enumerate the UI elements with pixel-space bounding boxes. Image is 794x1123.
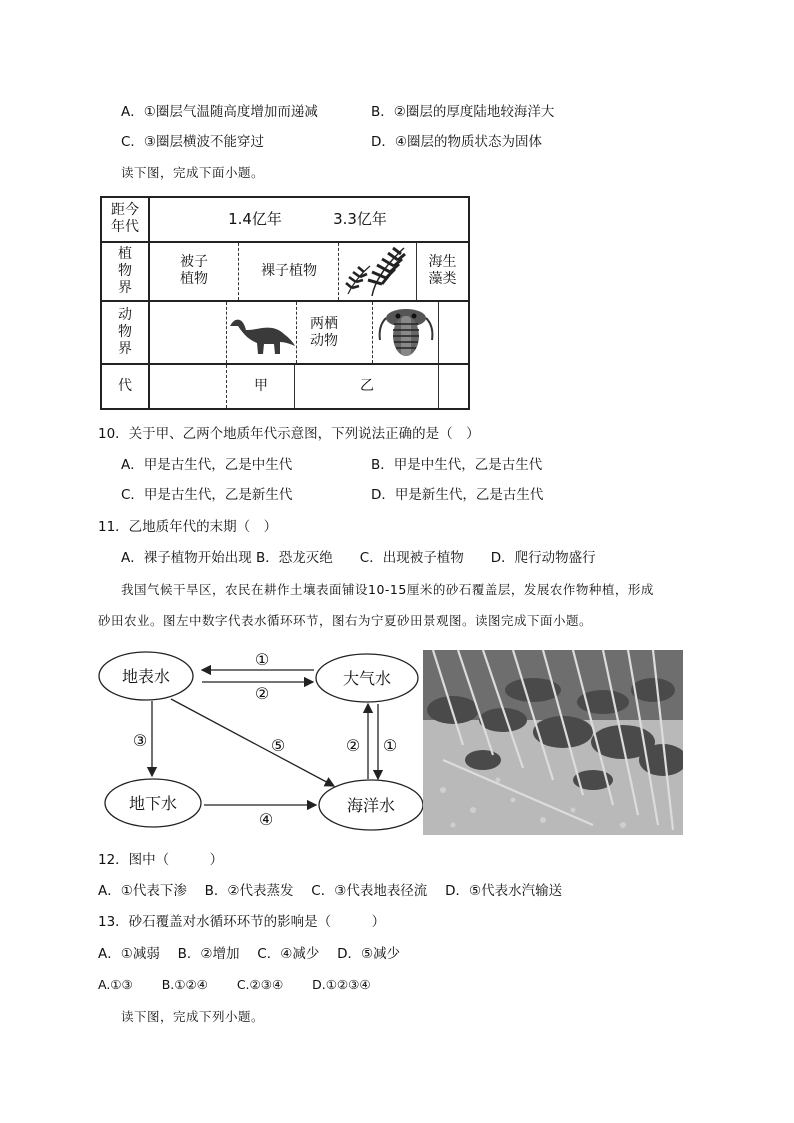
q10-option-c: C．甲是古生代，乙是新生代 (121, 487, 293, 503)
q10-stem: 10．关于甲、乙两个地质年代示意图，下列说法正确的是（ ） (98, 426, 480, 442)
trilobite-image (372, 302, 439, 363)
atmospheric-water-label: 大气水 (342, 669, 392, 688)
header-time: 距今 年代 (101, 197, 149, 242)
q12-options: A．①代表下渗 B．②代表蒸发 C．③代表地表径流 D．⑤代表水汽输送 (98, 883, 563, 899)
intro-geologic-table: 读下图，完成下面小题。 (121, 165, 265, 180)
num-1-top: ① (254, 650, 270, 669)
q11-stem: 11．乙地质年代的末期（ ） (98, 519, 278, 535)
geologic-time-table (100, 196, 470, 410)
q13-options-line1: A．①减弱 B．②增加 C．④减少 D．⑤减少 (98, 946, 401, 962)
plant-row (149, 242, 469, 301)
q9-option-a: A．①圈层气温随高度增加而递减 (121, 104, 318, 120)
q9-option-c: C．③圈层横波不能穿过 (121, 134, 265, 150)
q10-option-b: B．甲是中生代，乙是古生代 (371, 457, 543, 473)
q11-options: A．裸子植物开始出现 B．恐龙灭绝 C．出现被子植物 D．爬行动物盛行 (121, 550, 596, 566)
intro-next-figure: 读下图，完成下列小题。 (121, 1009, 265, 1024)
animal-row (149, 301, 469, 364)
num-3: ③ (132, 731, 148, 750)
time-label-1: 1.4亿年 (228, 209, 282, 228)
animal-blank-cell (438, 302, 468, 363)
angiosperm-cell: 被子 植物 (180, 254, 208, 288)
ocean-water-label: 海洋水 (346, 796, 396, 815)
num-5: ⑤ (270, 736, 286, 755)
header-animal: 动 物 界 (101, 301, 149, 364)
num-4: ④ (258, 810, 274, 829)
water-cycle-diagram (96, 645, 426, 840)
q9-option-b: B．②圈层的厚度陆地较海洋大 (371, 104, 555, 120)
arrow-5 (171, 699, 334, 786)
q10-option-d: D．甲是新生代，乙是古生代 (371, 487, 544, 503)
header-plant: 植 物 界 (101, 242, 149, 301)
intro-sand-field-line2: 砂田农业。图左中数字代表水循环环节，图右为宁夏砂田景观图。读图完成下面小题。 (98, 613, 593, 628)
amphibian-cell: 两栖 动物 (296, 302, 351, 363)
header-era: 代 (101, 364, 149, 409)
sand-field-photo (423, 650, 683, 835)
groundwater-label: 地下水 (128, 794, 178, 813)
era-blank (438, 365, 468, 408)
era-yi: 乙 (294, 365, 439, 408)
num-2-top: ② (254, 684, 270, 703)
dinosaur-image (226, 302, 297, 363)
fern-image (338, 243, 417, 300)
time-label-2: 3.3亿年 (333, 209, 387, 228)
time-row (149, 197, 469, 242)
q10-option-a: A．甲是古生代，乙是中生代 (121, 457, 293, 473)
q12-stem: 12．图中（ ） (98, 852, 224, 868)
num-1-right: ① (382, 736, 398, 755)
marine-algae-cell: 海生 藻类 (416, 243, 468, 300)
q9-option-d: D．④圈层的物质状态为固体 (371, 134, 542, 150)
gymnosperm-cell: 裸子植物 (238, 243, 339, 300)
num-2-right: ② (345, 736, 361, 755)
q13-stem: 13．砂石覆盖对水循环环节的影响是（ ） (98, 914, 386, 930)
q13-options-line2: A.①③ B.①②④ C.②③④ D.①②③④ (98, 977, 371, 992)
intro-sand-field-line1: 我国气候干旱区，农民在耕作土壤表面铺设10-15厘米的砂石覆盖层，发展农作物种植，形成 (121, 582, 654, 597)
surface-water-label: 地表水 (121, 667, 171, 686)
era-jia: 甲 (226, 365, 295, 408)
era-row (149, 364, 469, 409)
